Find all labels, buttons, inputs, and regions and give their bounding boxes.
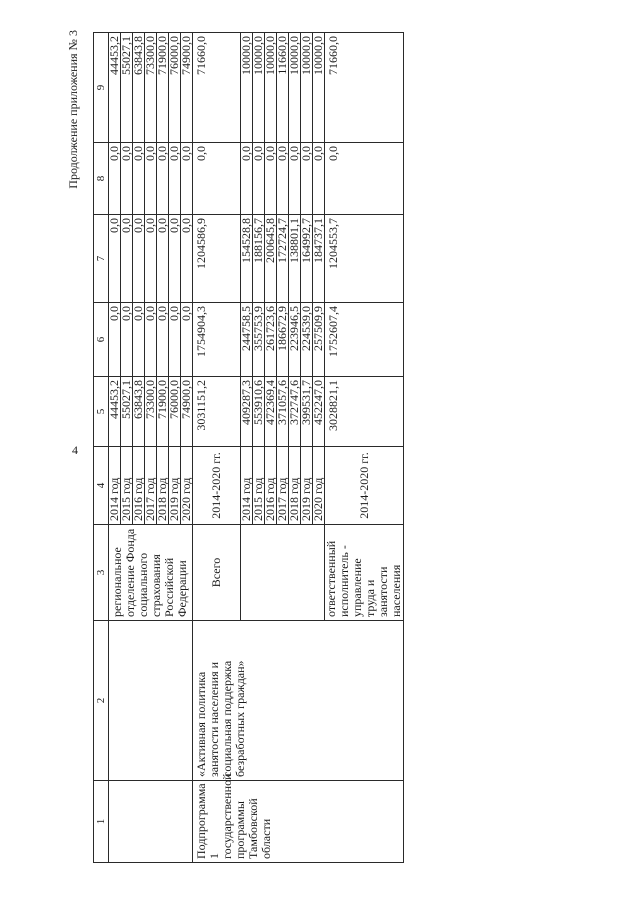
year-cell: 2017 год xyxy=(277,447,289,525)
total-cell: 372747,6 xyxy=(289,377,301,447)
federal-cell: 257509,9 xyxy=(313,303,325,377)
total-cell: 76000,0 xyxy=(169,377,181,447)
local-cell: 0,0 xyxy=(289,143,301,215)
federal-cell: 186672,9 xyxy=(277,303,289,377)
regional-cell: 1204586,9 xyxy=(193,215,241,303)
regional-cell: 154528,8 xyxy=(241,215,253,303)
other-cell: 63843,8 xyxy=(133,33,145,143)
header-cell-8: 8 xyxy=(94,143,109,215)
federal-cell: 223946,5 xyxy=(289,303,301,377)
header-cell-2: 2 xyxy=(94,621,109,781)
year-cell: 2018 год xyxy=(289,447,301,525)
year-cell: 2015 год xyxy=(253,447,265,525)
local-cell: 0,0 xyxy=(145,143,157,215)
header-cell-6: 6 xyxy=(94,303,109,377)
regional-cell: 0,0 xyxy=(169,215,181,303)
other-cell: 10000,0 xyxy=(301,33,313,143)
regional-cell: 188156,7 xyxy=(253,215,265,303)
federal-cell: 244758,5 xyxy=(241,303,253,377)
header-cell-1: 1 xyxy=(94,781,109,863)
total-cell: 371057,6 xyxy=(277,377,289,447)
year-cell: 2016 год xyxy=(265,447,277,525)
total-cell: 3028821,1 xyxy=(325,377,404,447)
local-cell: 0,0 xyxy=(241,143,253,215)
total-cell: 553910,6 xyxy=(253,377,265,447)
local-cell: 0,0 xyxy=(313,143,325,215)
other-cell: 74900,0 xyxy=(181,33,193,143)
total-cell: 55027,1 xyxy=(121,377,133,447)
year-cell: 2016 год xyxy=(133,447,145,525)
other-cell: 71900,0 xyxy=(157,33,169,143)
other-cell: 44453,2 xyxy=(109,33,121,143)
header-cell-5: 5 xyxy=(94,377,109,447)
total-cell: 3031151,2 xyxy=(193,377,241,447)
local-cell: 0,0 xyxy=(301,143,313,215)
year-cell: 2015 год xyxy=(121,447,133,525)
total-cell: 74900,0 xyxy=(181,377,193,447)
total-cell: 409287,3 xyxy=(241,377,253,447)
federal-cell: 0,0 xyxy=(133,303,145,377)
year-cell: 2019 год xyxy=(301,447,313,525)
empty-cell xyxy=(109,621,193,781)
other-cell: 10000,0 xyxy=(313,33,325,143)
federal-cell: 1752607,4 xyxy=(325,303,404,377)
rotated-table-container xyxy=(93,33,553,863)
regional-cell: 0,0 xyxy=(133,215,145,303)
regional-cell: 0,0 xyxy=(145,215,157,303)
year-cell: 2020 год xyxy=(181,447,193,525)
other-cell: 10000,0 xyxy=(265,33,277,143)
subprogram-total-row xyxy=(193,33,241,863)
total-cell: 63843,8 xyxy=(133,377,145,447)
total-cell: 73300,0 xyxy=(145,377,157,447)
subprogram-name-cell: Подпрограмма 1 государственной программы Тамбовской области xyxy=(193,781,404,863)
other-cell: 10000,0 xyxy=(253,33,265,143)
year-cell: 2018 год xyxy=(157,447,169,525)
total-cell: 44453,2 xyxy=(109,377,121,447)
regional-cell: 184737,1 xyxy=(313,215,325,303)
responsible-executor-cell: ответственный исполнитель - управление труда и занятости населения xyxy=(325,525,404,621)
local-cell: 0,0 xyxy=(121,143,133,215)
total-cell: 452247,0 xyxy=(313,377,325,447)
local-cell: 0,0 xyxy=(265,143,277,215)
regional-cell: 164992,7 xyxy=(301,215,313,303)
total-label-cell: Всего xyxy=(193,525,241,621)
total-cell: 399531,7 xyxy=(301,377,313,447)
annex-note-wrapper xyxy=(64,30,82,290)
period-cell: 2014-2020 гг. xyxy=(193,447,241,525)
federal-cell: 1754904,3 xyxy=(193,303,241,377)
empty-cell xyxy=(241,525,325,621)
regional-cell: 1204553,7 xyxy=(325,215,404,303)
header-cell-7: 7 xyxy=(94,215,109,303)
local-cell: 0,0 xyxy=(133,143,145,215)
header-cell-3: 3 xyxy=(94,525,109,621)
regional-cell: 172724,7 xyxy=(277,215,289,303)
federal-cell: 0,0 xyxy=(109,303,121,377)
local-cell: 0,0 xyxy=(169,143,181,215)
other-cell: 11660,0 xyxy=(277,33,289,143)
total-cell: 71900,0 xyxy=(157,377,169,447)
regional-cell: 138801,1 xyxy=(289,215,301,303)
other-cell: 71660,0 xyxy=(325,33,404,143)
other-cell: 10000,0 xyxy=(241,33,253,143)
other-cell: 55027,1 xyxy=(121,33,133,143)
year-cell: 2014 год xyxy=(241,447,253,525)
other-cell: 10000,0 xyxy=(289,33,301,143)
local-cell: 0,0 xyxy=(253,143,265,215)
regional-cell: 0,0 xyxy=(157,215,169,303)
federal-cell: 355753,9 xyxy=(253,303,265,377)
regional-cell: 0,0 xyxy=(181,215,193,303)
local-cell: 0,0 xyxy=(109,143,121,215)
local-cell: 0,0 xyxy=(193,143,241,215)
federal-cell: 224539,0 xyxy=(301,303,313,377)
federal-cell: 0,0 xyxy=(169,303,181,377)
total-cell: 472369,4 xyxy=(265,377,277,447)
year-cell: 2017 год xyxy=(145,447,157,525)
funding-table xyxy=(93,32,404,863)
year-cell: 2020 год xyxy=(313,447,325,525)
regional-cell: 0,0 xyxy=(109,215,121,303)
federal-cell: 0,0 xyxy=(145,303,157,377)
other-cell: 73300,0 xyxy=(145,33,157,143)
rotated-table-wrapper xyxy=(93,33,553,863)
federal-cell: 0,0 xyxy=(157,303,169,377)
subprogram-title-cell: «Активная политика занятости населения и социальная поддержка безработных граждан» xyxy=(193,621,404,781)
federal-cell: 261723,6 xyxy=(265,303,277,377)
other-cell: 76000,0 xyxy=(169,33,181,143)
fss-executor-cell: региональное отделение Фонда социального страхования Российской Федерации xyxy=(109,525,193,621)
year-cell: 2019 год xyxy=(169,447,181,525)
local-cell: 0,0 xyxy=(325,143,404,215)
period-cell: 2014-2020 гг. xyxy=(325,447,404,525)
local-cell: 0,0 xyxy=(277,143,289,215)
local-cell: 0,0 xyxy=(157,143,169,215)
year-cell: 2014 год xyxy=(109,447,121,525)
regional-cell: 200645,8 xyxy=(265,215,277,303)
annex-note: Продолжение приложения № 3 xyxy=(66,30,80,189)
federal-cell: 0,0 xyxy=(121,303,133,377)
header-cell-9: 9 xyxy=(94,33,109,143)
page-number: 4 xyxy=(72,443,78,457)
header-cell-4: 4 xyxy=(94,447,109,525)
empty-cell xyxy=(109,781,193,863)
local-cell: 0,0 xyxy=(181,143,193,215)
federal-cell: 0,0 xyxy=(181,303,193,377)
other-cell: 71660,0 xyxy=(193,33,241,143)
regional-cell: 0,0 xyxy=(121,215,133,303)
